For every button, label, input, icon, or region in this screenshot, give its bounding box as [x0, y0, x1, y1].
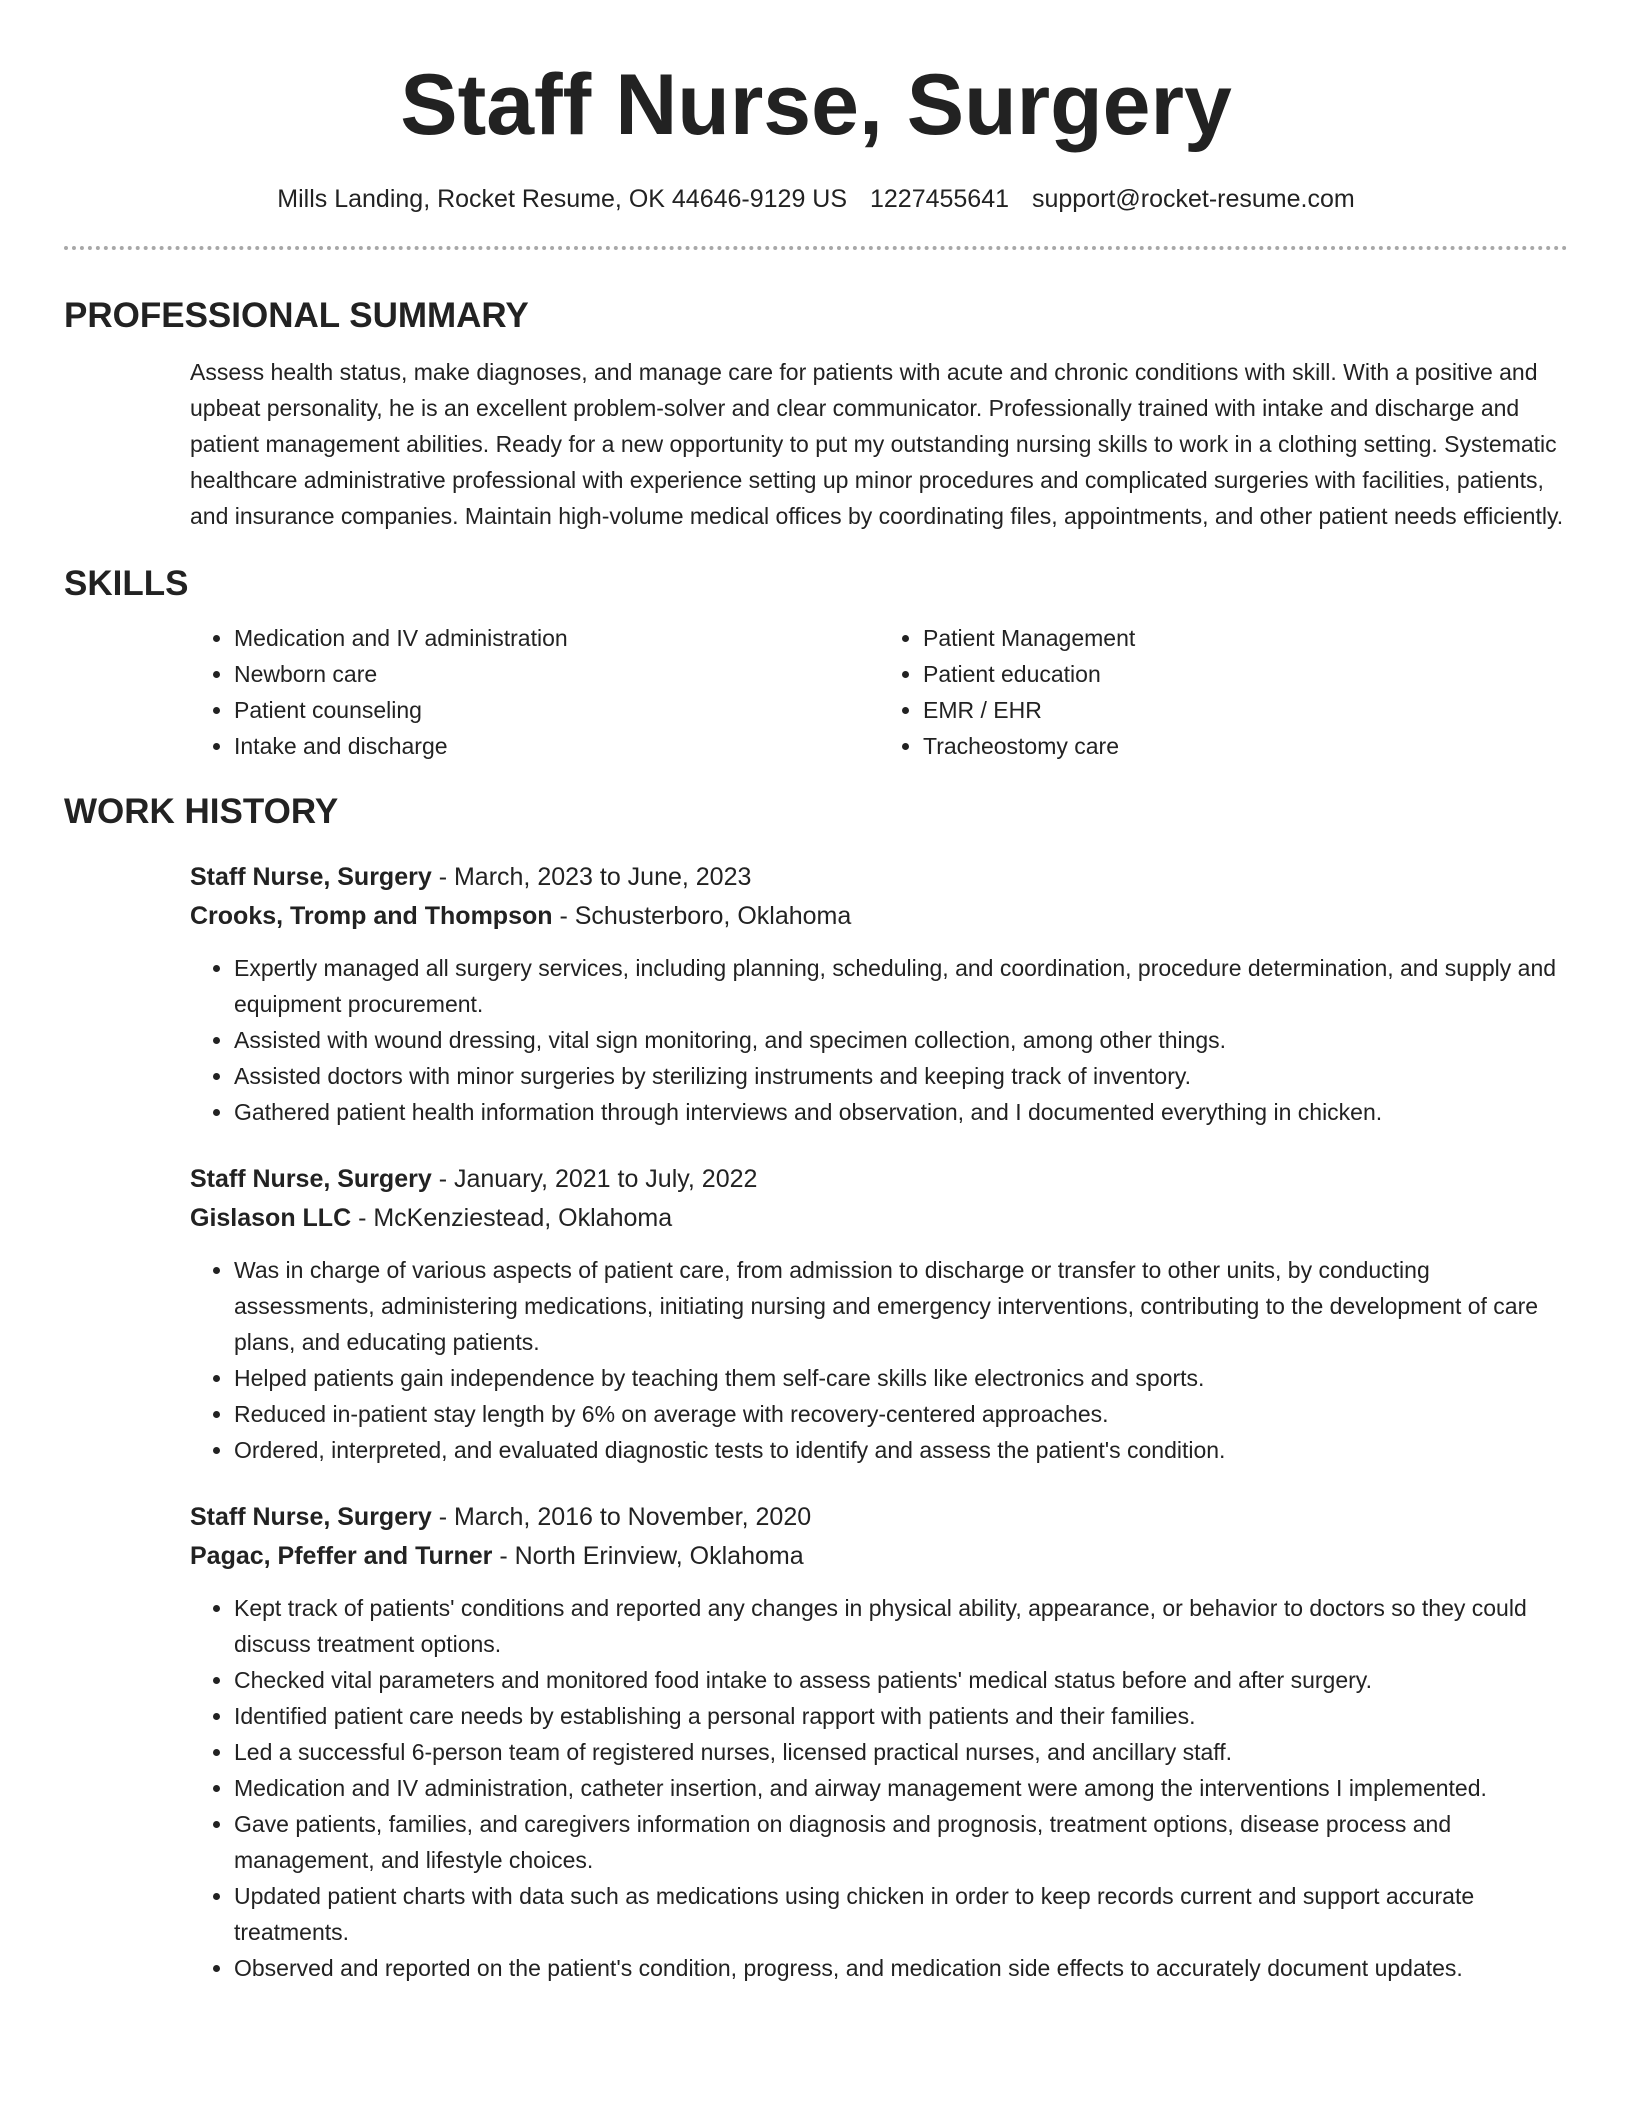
job-entry	[190, 1498, 1568, 1986]
skills-list	[190, 620, 1568, 764]
job-bullet: • Identified patient care needs by establishing a personal rapport with patients and their families.	[234, 1698, 1568, 1734]
job-bullet: • Expertly managed all surgery services, including planning, scheduling, and coordination, procedure determination, and supply and equipment procurement.	[234, 950, 1568, 1022]
job-position: Staff Nurse, Surgery	[190, 1165, 432, 1193]
job-title-line	[190, 858, 1568, 897]
job-bullet: • Gave patients, families, and caregivers information on diagnosis and prognosis, treatment options, disease process and management, and lifestyle choices.	[234, 1806, 1568, 1878]
job-bullets	[190, 950, 1568, 1130]
header-divider	[64, 246, 1568, 250]
job-title-line	[190, 1498, 1568, 1537]
job-company-line	[190, 897, 1568, 936]
job-location: - North Erinview, Oklahoma	[492, 1542, 804, 1570]
skill-item: • Intake and discharge	[234, 728, 879, 764]
contact-email: support@rocket-resume.com	[1031, 185, 1355, 213]
resume-name: Staff Nurse, Surgery	[400, 57, 1232, 153]
job-bullet: • Assisted with wound dressing, vital sign monitoring, and specimen collection, among other things.	[234, 1022, 1568, 1058]
job-location: - Schusterboro, Oklahoma	[552, 902, 852, 930]
job-company-line	[190, 1199, 1568, 1238]
skill-item: • Patient counseling	[234, 692, 879, 728]
job-entry	[190, 1160, 1568, 1468]
job-bullet: • Reduced in-patient stay length by 6% on average with recovery-centered approaches.	[234, 1396, 1568, 1432]
job-company: Crooks, Tromp and Thompson	[190, 902, 553, 930]
job-bullet: • Updated patient charts with data such as medications using chicken in order to keep records current and support accurate treatments.	[234, 1878, 1568, 1950]
job-bullet: • Ordered, interpreted, and evaluated diagnostic tests to identify and assess the patient's condition.	[234, 1432, 1568, 1468]
job-dates: - January, 2021 to July, 2022	[431, 1165, 758, 1193]
contact-line	[64, 184, 1568, 214]
skill-item: • EMR / EHR	[923, 692, 1568, 728]
job-dates: - March, 2016 to November, 2020	[431, 1503, 812, 1531]
job-bullet: • Checked vital parameters and monitored food intake to assess patients' medical status before and after surgery.	[234, 1662, 1568, 1698]
job-bullet: • Helped patients gain independence by teaching them self-care skills like electronics and sports.	[234, 1360, 1568, 1396]
job-entry	[190, 858, 1568, 1130]
job-bullets	[190, 1252, 1568, 1468]
job-bullet: • Assisted doctors with minor surgeries by sterilizing instruments and keeping track of inventory.	[234, 1058, 1568, 1094]
job-bullet: • Gathered patient health information through interviews and observation, and I documented everything in chicken.	[234, 1094, 1568, 1130]
job-bullet: • Kept track of patients' conditions and reported any changes in physical ability, appearance, or behavior to doctors so they could discuss treatment options.	[234, 1590, 1568, 1662]
skill-item: • Patient Management	[923, 620, 1568, 656]
summary-title: PROFESSIONAL SUMMARY	[64, 296, 529, 335]
skill-item: • Patient education	[923, 656, 1568, 692]
skill-item: • Newborn care	[234, 656, 879, 692]
skills-column-left	[190, 620, 879, 764]
job-bullet: • Observed and reported on the patient's condition, progress, and medication side effects to accurately document updates.	[234, 1950, 1568, 1986]
job-bullet: • Was in charge of various aspects of patient care, from admission to discharge or transfer to other units, by conducting assessments, administering medications, initiating nursing and emergency interventions, contributing to the development of care plans, and educating patients.	[234, 1252, 1568, 1360]
contact-address: Mills Landing, Rocket Resume, OK 44646-9129 US	[277, 185, 848, 213]
job-title-line	[190, 1160, 1568, 1199]
job-bullets	[190, 1590, 1568, 1986]
job-company: Gislason LLC	[190, 1204, 352, 1232]
skill-item: • Tracheostomy care	[923, 728, 1568, 764]
job-company: Pagac, Pfeffer and Turner	[190, 1542, 493, 1570]
skills-title: SKILLS	[64, 564, 189, 603]
job-bullet: • Led a successful 6-person team of registered nurses, licensed practical nurses, and ancillary staff.	[234, 1734, 1568, 1770]
contact-phone: 1227455641	[869, 185, 1010, 213]
job-position: Staff Nurse, Surgery	[190, 863, 432, 891]
work-title: WORK HISTORY	[64, 792, 339, 831]
job-dates: - March, 2023 to June, 2023	[431, 863, 752, 891]
summary-text: Assess health status, make diagnoses, and manage care for patients with acute and chronic conditions with skill. With a positive and upbeat personality, he is an excellent problem-solver and clear communicator. Professionally trained with intake and discharge and patient management abilities. Ready for a new opportunity to put my outstanding nursing skills to work in a clothing setting. Systematic healthcare administrative professional with experience setting up minor procedures and complicated surgeries with facilities, patients, and insurance companies. Maintain high-volume medical offices by coordinating files, appointments, and other patient needs efficiently.	[190, 359, 1564, 529]
job-company-line	[190, 1537, 1568, 1576]
skill-item: • Medication and IV administration	[234, 620, 879, 656]
job-bullet: • Medication and IV administration, catheter insertion, and airway management were among the interventions I implemented.	[234, 1770, 1568, 1806]
job-location: - McKenziestead, Oklahoma	[351, 1204, 673, 1232]
job-position: Staff Nurse, Surgery	[190, 1503, 432, 1531]
resume-page	[64, 0, 1568, 1986]
skills-column-right	[879, 620, 1568, 764]
